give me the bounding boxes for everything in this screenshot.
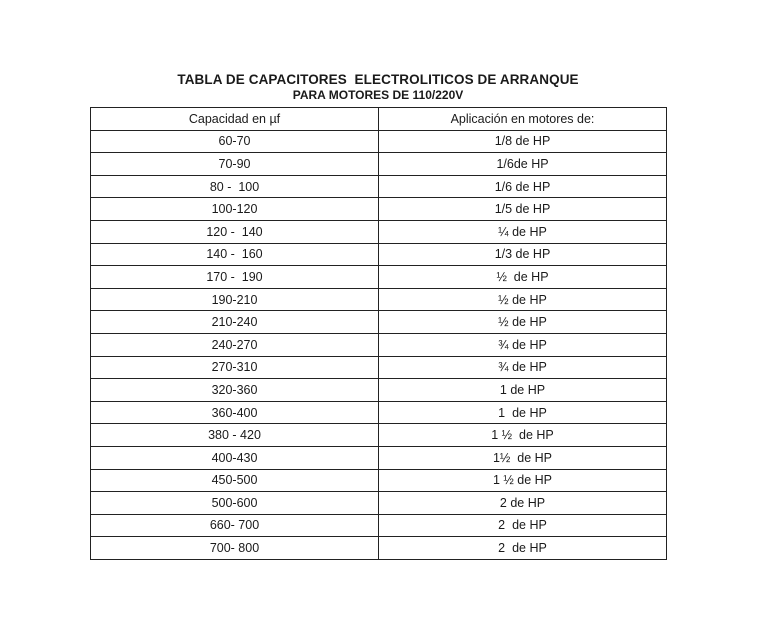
application-cell: 2 de HP — [379, 492, 667, 515]
header-application: Aplicación en motores de: — [379, 108, 667, 131]
application-cell: ½ de HP — [379, 311, 667, 334]
table-row — [91, 333, 667, 356]
application-cell: 1/6de HP — [379, 153, 667, 176]
application-cell: 1/6 de HP — [379, 175, 667, 198]
capacity-cell: 70-90 — [91, 153, 379, 176]
table-row — [91, 288, 667, 311]
table-row — [91, 153, 667, 176]
table-row — [91, 514, 667, 537]
capacity-cell: 700- 800 — [91, 537, 379, 560]
document-title — [90, 72, 666, 102]
capacity-cell: 660- 700 — [91, 514, 379, 537]
table-row — [91, 266, 667, 289]
application-cell: 1½ de HP — [379, 446, 667, 469]
header-capacity: Capacidad en µf — [91, 108, 379, 131]
capacity-cell: 240-270 — [91, 333, 379, 356]
table-row — [91, 311, 667, 334]
application-cell: 1 de HP — [379, 401, 667, 424]
table-row — [91, 175, 667, 198]
capacity-cell: 190-210 — [91, 288, 379, 311]
application-cell: 2 de HP — [379, 514, 667, 537]
table-row — [91, 401, 667, 424]
capacity-cell: 360-400 — [91, 401, 379, 424]
table-body — [91, 130, 667, 559]
capacity-cell: 450-500 — [91, 469, 379, 492]
capacity-cell: 270-310 — [91, 356, 379, 379]
capacity-cell: 80 - 100 — [91, 175, 379, 198]
application-cell: ½ de HP — [379, 266, 667, 289]
capacity-cell: 320-360 — [91, 379, 379, 402]
application-cell: ½ de HP — [379, 288, 667, 311]
capacity-cell: 140 - 160 — [91, 243, 379, 266]
application-cell: 2 de HP — [379, 537, 667, 560]
table-row — [91, 446, 667, 469]
capacity-cell: 500-600 — [91, 492, 379, 515]
table-row — [91, 243, 667, 266]
table-row — [91, 492, 667, 515]
capacity-cell: 170 - 190 — [91, 266, 379, 289]
application-cell: ¾ de HP — [379, 333, 667, 356]
table-row — [91, 220, 667, 243]
application-cell: ¾ de HP — [379, 356, 667, 379]
application-cell: 1/8 de HP — [379, 130, 667, 153]
title-sub: PARA MOTORES DE 110/220V — [292, 88, 464, 102]
capacity-cell: 400-430 — [91, 446, 379, 469]
table-row — [91, 130, 667, 153]
application-cell: 1 ½ de HP — [379, 469, 667, 492]
table-row — [91, 424, 667, 447]
capacity-cell: 210-240 — [91, 311, 379, 334]
table-row — [91, 356, 667, 379]
capacitor-table — [90, 107, 667, 560]
capacity-cell: 380 - 420 — [91, 424, 379, 447]
table-row — [91, 379, 667, 402]
table-row — [91, 469, 667, 492]
application-cell: 1/3 de HP — [379, 243, 667, 266]
capacity-cell: 120 - 140 — [91, 220, 379, 243]
application-cell: 1/5 de HP — [379, 198, 667, 221]
application-cell: 1 ½ de HP — [379, 424, 667, 447]
table-row — [91, 198, 667, 221]
title-main: TABLA DE CAPACITORES ELECTROLITICOS DE ARRANQUE — [177, 72, 579, 87]
application-cell: 1 de HP — [379, 379, 667, 402]
capacity-cell: 60-70 — [91, 130, 379, 153]
table-header-row — [91, 108, 667, 131]
application-cell: ¼ de HP — [379, 220, 667, 243]
table-row — [91, 537, 667, 560]
capacity-cell: 100-120 — [91, 198, 379, 221]
